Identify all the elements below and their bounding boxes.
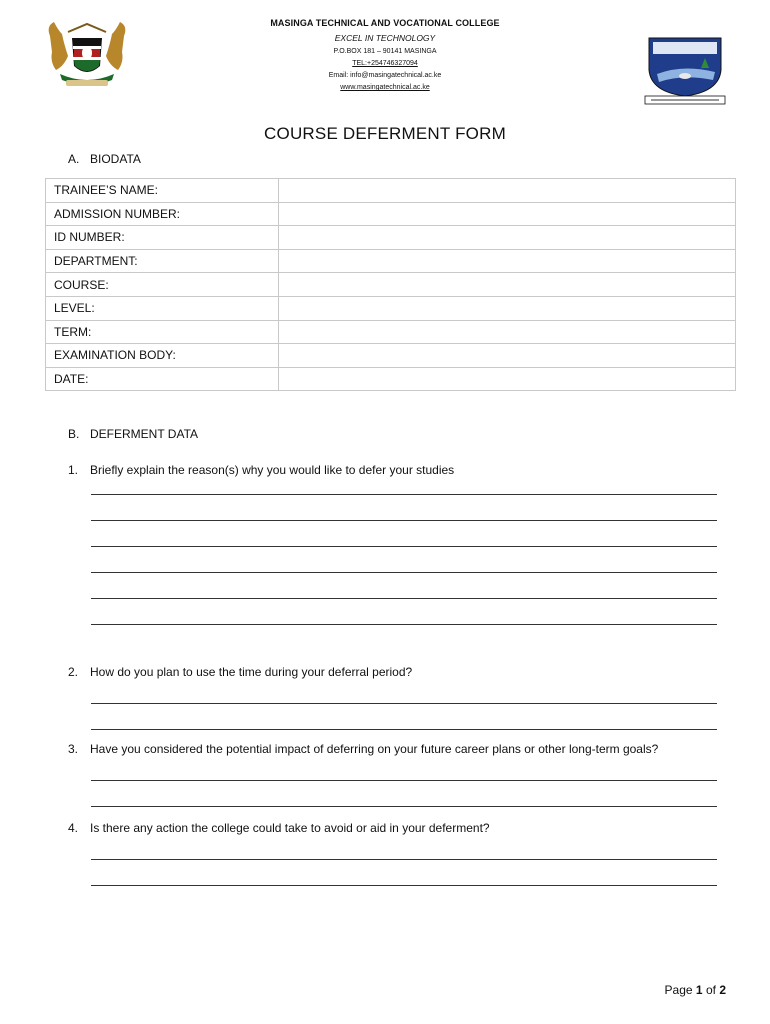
website-link[interactable]: www.masingatechnical.ac.ke [340,84,430,91]
answer-line[interactable] [91,624,717,625]
answer-line[interactable] [91,494,717,495]
section-b-letter: B. [68,427,80,441]
answer-line[interactable] [91,572,717,573]
biodata-row [46,226,736,250]
page-word: Page [664,983,693,997]
answer-line[interactable] [91,885,717,886]
section-a-letter: A. [68,152,80,166]
biodata-label: COURSE: [46,273,279,297]
answer-line[interactable] [91,859,717,860]
letterhead [0,0,770,110]
of-word: of [705,983,716,997]
section-a-title: BIODATA [90,152,141,166]
question-number: 1. [68,463,79,477]
question-text: Briefly explain the reason(s) why you would like to defer your studies [90,463,455,477]
biodata-table [45,178,736,391]
biodata-row [46,179,736,203]
question-number: 3. [68,742,79,756]
postal-address: P.O.BOX 181 – 90141 MASINGA [333,48,437,55]
question-1 [68,463,454,477]
question-text: Have you considered the potential impact of deferring on your future career plans or other long-term goals? [90,742,659,756]
biodata-row [46,296,736,320]
question-text: How do you plan to use the time during your deferral period? [90,665,413,679]
answer-line[interactable] [91,729,717,730]
email-link[interactable]: Email: info@masingatechnical.ac.ke [328,72,442,79]
biodata-row [46,320,736,344]
college-crest-icon [643,34,727,106]
kenya-coat-of-arms-icon [42,16,132,92]
section-a-heading [68,152,141,166]
answer-line[interactable] [91,546,717,547]
biodata-label: TRAINEE’S NAME: [46,179,279,203]
biodata-row [46,202,736,226]
biodata-label: TERM: [46,320,279,344]
biodata-value-field[interactable] [279,273,736,297]
section-b-heading [68,427,198,441]
biodata-label: EXAMINATION BODY: [46,344,279,368]
biodata-value-field[interactable] [279,344,736,368]
college-motto: EXCEL IN TECHNOLOGY [334,33,436,43]
answer-line[interactable] [91,703,717,704]
phone-number: TEL:+254746327094 [352,60,418,67]
biodata-row [46,249,736,273]
question-text: Is there any action the college could take to avoid or aid in your deferment? [90,821,490,835]
biodata-value-field[interactable] [279,320,736,344]
page-number [665,983,726,997]
biodata-label: ADMISSION NUMBER: [46,202,279,226]
answer-line[interactable] [91,598,717,599]
biodata-value-field[interactable] [279,202,736,226]
college-name: MASINGA TECHNICAL AND VOCATIONAL COLLEGE [270,18,500,28]
question-4 [68,821,490,835]
form-title: COURSE DEFERMENT FORM [264,124,506,143]
biodata-value-field[interactable] [279,296,736,320]
total-pages: 2 [719,983,726,997]
answer-line[interactable] [91,806,717,807]
question-number: 4. [68,821,79,835]
question-3 [68,742,658,756]
answer-line[interactable] [91,520,717,521]
biodata-label: ID NUMBER: [46,226,279,250]
question-number: 2. [68,665,79,679]
biodata-label: DATE: [46,367,279,391]
biodata-value-field[interactable] [279,226,736,250]
biodata-value-field[interactable] [279,367,736,391]
question-2 [68,665,412,679]
biodata-value-field[interactable] [279,249,736,273]
biodata-label: DEPARTMENT: [46,249,279,273]
answer-line[interactable] [91,780,717,781]
current-page: 1 [695,983,703,997]
biodata-row [46,367,736,391]
biodata-label: LEVEL: [46,296,279,320]
biodata-row [46,273,736,297]
biodata-row [46,344,736,368]
section-b-title: DEFERMENT DATA [90,427,199,441]
biodata-value-field[interactable] [279,179,736,203]
